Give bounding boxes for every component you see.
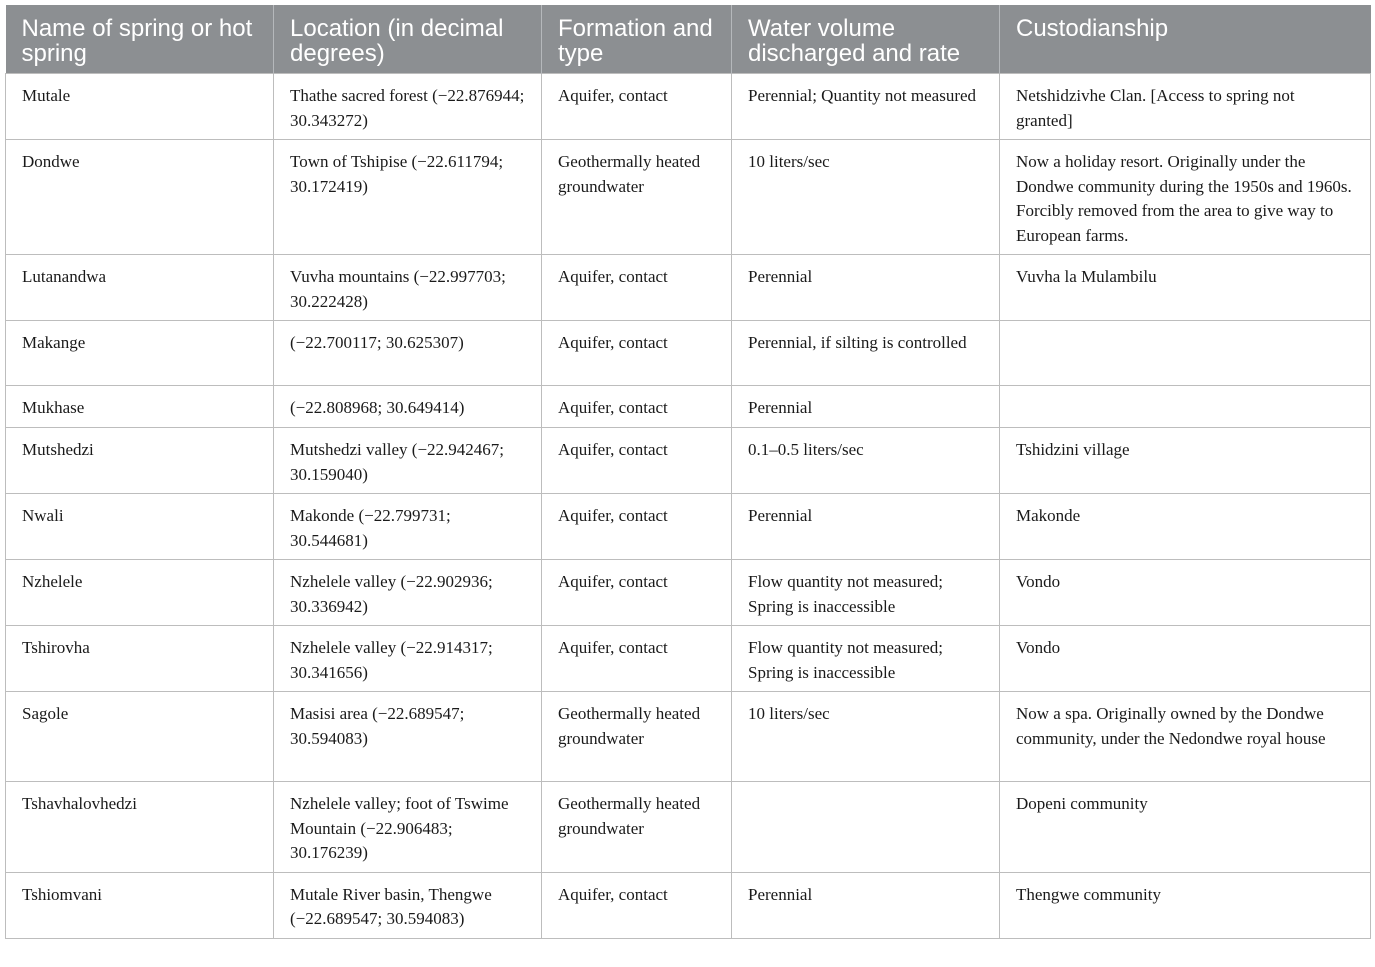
cell-formation: Aquifer, contact bbox=[542, 494, 732, 560]
cell-location: Town of Tshipise (−22.611794; 30.172419) bbox=[274, 140, 542, 255]
table-row bbox=[6, 782, 1371, 873]
cell-location: Mutshedzi valley (−22.942467; 30.159040) bbox=[274, 428, 542, 494]
cell-location: Thathe sacred forest (−22.876944; 30.343272) bbox=[274, 74, 542, 140]
cell-formation: Geothermally heated groundwater bbox=[542, 692, 732, 782]
cell-location: Mutale River basin, Thengwe (−22.689547; 30.594083) bbox=[274, 872, 542, 938]
table-row bbox=[6, 872, 1371, 938]
cell-name: Mutale bbox=[6, 74, 274, 140]
cell-formation: Aquifer, contact bbox=[542, 428, 732, 494]
cell-custodianship: Now a spa. Originally owned by the Dondwe community, under the Nedondwe royal house bbox=[1000, 692, 1371, 782]
cell-custodianship: Dopeni community bbox=[1000, 782, 1371, 873]
table-row bbox=[6, 428, 1371, 494]
header-water-volume: Water volume discharged and rate bbox=[732, 5, 1000, 74]
table-row bbox=[6, 321, 1371, 386]
cell-name: Makange bbox=[6, 321, 274, 386]
header-location: Location (in decimal degrees) bbox=[274, 5, 542, 74]
cell-location: Vuvha mountains (−22.997703; 30.222428) bbox=[274, 255, 542, 321]
cell-water-volume: 10 liters/sec bbox=[732, 692, 1000, 782]
cell-name: Mutshedzi bbox=[6, 428, 274, 494]
cell-water-volume bbox=[732, 782, 1000, 873]
table-header-row bbox=[6, 5, 1371, 74]
cell-formation: Aquifer, contact bbox=[542, 872, 732, 938]
cell-water-volume: 10 liters/sec bbox=[732, 140, 1000, 255]
cell-name: Tshavhalovhedzi bbox=[6, 782, 274, 873]
cell-custodianship: Tshidzini village bbox=[1000, 428, 1371, 494]
cell-formation: Geothermally heated groundwater bbox=[542, 782, 732, 873]
cell-custodianship: Thengwe community bbox=[1000, 872, 1371, 938]
cell-formation: Aquifer, contact bbox=[542, 255, 732, 321]
cell-water-volume: Perennial bbox=[732, 386, 1000, 428]
cell-location: (−22.808968; 30.649414) bbox=[274, 386, 542, 428]
cell-water-volume: Perennial bbox=[732, 872, 1000, 938]
cell-custodianship: Makonde bbox=[1000, 494, 1371, 560]
cell-custodianship: Vondo bbox=[1000, 626, 1371, 692]
cell-name: Dondwe bbox=[6, 140, 274, 255]
cell-formation: Aquifer, contact bbox=[542, 386, 732, 428]
cell-formation: Geothermally heated groundwater bbox=[542, 140, 732, 255]
cell-name: Nzhelele bbox=[6, 560, 274, 626]
cell-name: Tshirovha bbox=[6, 626, 274, 692]
table-row bbox=[6, 74, 1371, 140]
cell-custodianship bbox=[1000, 321, 1371, 386]
cell-location: (−22.700117; 30.625307) bbox=[274, 321, 542, 386]
cell-water-volume: Perennial, if silting is controlled bbox=[732, 321, 1000, 386]
cell-location: Nzhelele valley (−22.914317; 30.341656) bbox=[274, 626, 542, 692]
header-name: Name of spring or hot spring bbox=[6, 5, 274, 74]
cell-water-volume: Perennial bbox=[732, 494, 1000, 560]
cell-custodianship: Vondo bbox=[1000, 560, 1371, 626]
table-row bbox=[6, 692, 1371, 782]
cell-name: Mukhase bbox=[6, 386, 274, 428]
header-custodianship: Custodianship bbox=[1000, 5, 1371, 74]
cell-name: Nwali bbox=[6, 494, 274, 560]
cell-location: Nzhelele valley (−22.902936; 30.336942) bbox=[274, 560, 542, 626]
springs-table bbox=[5, 5, 1371, 939]
table-row bbox=[6, 386, 1371, 428]
cell-name: Lutanandwa bbox=[6, 255, 274, 321]
table-row bbox=[6, 494, 1371, 560]
cell-name: Sagole bbox=[6, 692, 274, 782]
cell-location: Makonde (−22.799731; 30.544681) bbox=[274, 494, 542, 560]
cell-custodianship bbox=[1000, 386, 1371, 428]
table-row bbox=[6, 140, 1371, 255]
cell-formation: Aquifer, contact bbox=[542, 321, 732, 386]
cell-water-volume: Perennial; Quantity not measured bbox=[732, 74, 1000, 140]
cell-water-volume: Flow quantity not measured; Spring is inaccessible bbox=[732, 626, 1000, 692]
cell-custodianship: Now a holiday resort. Originally under the Dondwe community during the 1950s and 1960s. Forcibly removed from the area to give way to European farms. bbox=[1000, 140, 1371, 255]
cell-name: Tshiomvani bbox=[6, 872, 274, 938]
cell-formation: Aquifer, contact bbox=[542, 74, 732, 140]
springs-table-container bbox=[5, 5, 1370, 939]
cell-custodianship: Netshidzivhe Clan. [Access to spring not granted] bbox=[1000, 74, 1371, 140]
cell-water-volume: Perennial bbox=[732, 255, 1000, 321]
cell-water-volume: 0.1–0.5 liters/sec bbox=[732, 428, 1000, 494]
header-formation: Formation and type bbox=[542, 5, 732, 74]
cell-formation: Aquifer, contact bbox=[542, 560, 732, 626]
table-row bbox=[6, 626, 1371, 692]
cell-location: Nzhelele valley; foot of Tswime Mountain (−22.906483; 30.176239) bbox=[274, 782, 542, 873]
table-row bbox=[6, 255, 1371, 321]
cell-formation: Aquifer, contact bbox=[542, 626, 732, 692]
table-row bbox=[6, 560, 1371, 626]
cell-custodianship: Vuvha la Mulambilu bbox=[1000, 255, 1371, 321]
cell-water-volume: Flow quantity not measured; Spring is inaccessible bbox=[732, 560, 1000, 626]
cell-location: Masisi area (−22.689547; 30.594083) bbox=[274, 692, 542, 782]
